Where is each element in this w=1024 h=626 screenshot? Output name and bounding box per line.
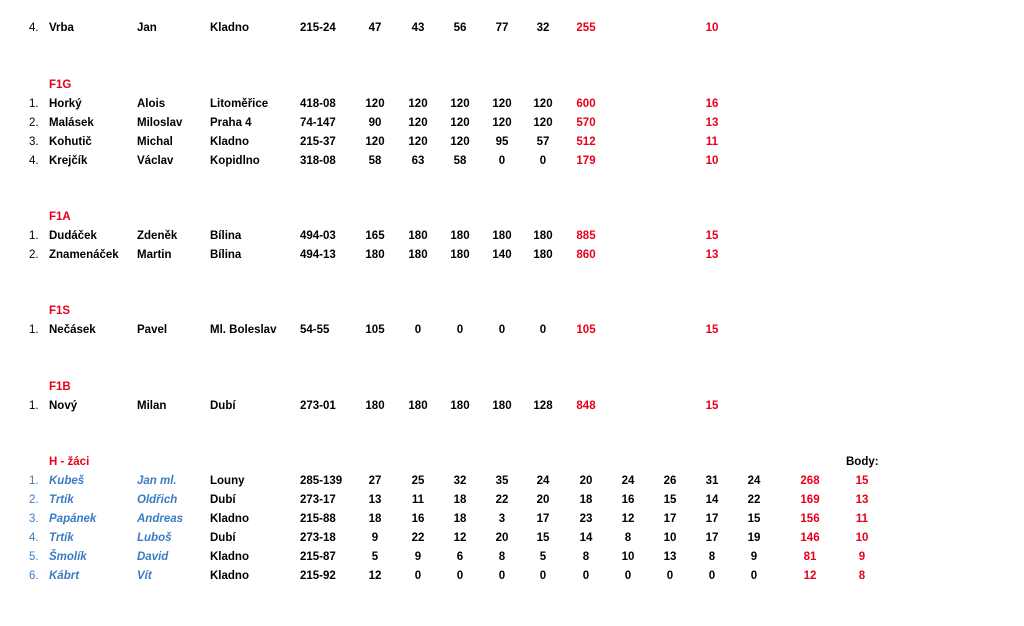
result-row [0,548,1024,567]
round-score: 43 [411,22,425,34]
result-row [0,397,1024,416]
round-score: 0 [750,570,758,582]
round-score: 23 [579,513,593,525]
surname: Trtík [49,494,74,506]
first-name: Vít [137,570,152,582]
points: 8 [858,570,866,582]
round-score: 180 [450,249,470,261]
round-score: 180 [492,400,512,412]
round-score: 32 [453,475,467,487]
club-city: Kladno [210,513,249,525]
points: 10 [855,532,869,544]
rank: 2. [29,494,39,506]
total-score: 268 [800,475,820,487]
round-score: 5 [371,551,379,563]
round-score: 5 [539,551,547,563]
round-score: 6 [456,551,464,563]
round-score: 0 [539,155,547,167]
round-score: 10 [663,532,677,544]
round-score: 0 [708,570,716,582]
round-score: 120 [533,98,553,110]
license-number: 215-24 [300,22,336,34]
first-name: Milan [137,400,167,412]
round-score: 17 [705,532,719,544]
surname: Vrba [49,22,74,34]
round-score: 24 [747,475,761,487]
first-name: Václav [137,155,174,167]
total-score: 105 [576,324,596,336]
round-score: 14 [579,532,593,544]
round-score: 10 [621,551,635,563]
license-number: 215-37 [300,136,336,148]
points: 15 [705,400,719,412]
round-score: 12 [453,532,467,544]
round-score: 8 [498,551,506,563]
round-score: 13 [368,494,382,506]
round-score: 58 [453,155,467,167]
round-score: 0 [456,324,464,336]
total-score: 848 [576,400,596,412]
first-name: David [137,551,169,563]
round-score: 120 [408,98,428,110]
points: 15 [705,230,719,242]
rank: 5. [29,551,39,563]
round-score: 32 [536,22,550,34]
round-score: 47 [368,22,382,34]
surname: Nečásek [49,324,96,336]
points: 9 [858,551,866,563]
round-score: 9 [750,551,758,563]
first-name: Luboš [137,532,172,544]
points: 10 [705,155,719,167]
round-score: 15 [536,532,550,544]
round-score: 27 [368,475,382,487]
surname: Kábrt [49,570,80,582]
rank: 4. [29,532,39,544]
license-number: 494-03 [300,230,336,242]
round-score: 57 [536,136,550,148]
round-score: 105 [365,324,385,336]
result-row [0,152,1024,171]
license-number: 285-139 [300,475,343,487]
result-row [0,321,1024,340]
total-score: 860 [576,249,596,261]
round-score: 18 [453,494,467,506]
round-score: 24 [536,475,550,487]
round-score: 165 [365,230,385,242]
category-title: H - žáci [49,456,90,468]
round-score: 180 [408,400,428,412]
surname: Trtík [49,532,74,544]
surname: Horký [49,98,82,110]
first-name: Michal [137,136,173,148]
round-score: 15 [747,513,761,525]
rank: 1. [29,475,39,487]
rank: 3. [29,136,39,148]
round-score: 0 [414,324,422,336]
result-row [0,19,1024,38]
round-score: 18 [579,494,593,506]
round-score: 16 [621,494,635,506]
result-row [0,246,1024,265]
license-number: 273-17 [300,494,336,506]
round-score: 0 [539,324,547,336]
result-row [0,510,1024,529]
round-score: 180 [533,230,553,242]
round-score: 22 [747,494,761,506]
round-score: 16 [411,513,425,525]
round-score: 120 [533,117,553,129]
license-number: 418-08 [300,98,336,110]
points-header: Body: [846,456,879,468]
round-score: 180 [533,249,553,261]
round-score: 9 [414,551,422,563]
round-score: 0 [414,570,422,582]
round-score: 22 [411,532,425,544]
club-city: Litoměřice [210,98,269,110]
surname: Papánek [49,513,97,525]
round-score: 180 [365,249,385,261]
surname: Krejčík [49,155,88,167]
rank: 1. [29,98,39,110]
round-score: 17 [705,513,719,525]
first-name: Martin [137,249,172,261]
round-score: 120 [408,136,428,148]
round-score: 95 [495,136,509,148]
round-score: 0 [498,570,506,582]
license-number: 215-92 [300,570,336,582]
round-score: 18 [453,513,467,525]
club-city: Dubí [210,494,236,506]
round-score: 31 [705,475,719,487]
rank: 4. [29,22,39,34]
points: 13 [705,249,719,261]
result-row [0,567,1024,586]
club-city: Dubí [210,400,236,412]
first-name: Andreas [137,513,184,525]
round-score: 20 [495,532,509,544]
license-number: 215-87 [300,551,336,563]
round-score: 0 [666,570,674,582]
round-score: 18 [368,513,382,525]
round-score: 9 [371,532,379,544]
surname: Nový [49,400,78,412]
round-score: 0 [624,570,632,582]
rank: 2. [29,117,39,129]
club-city: Bílina [210,249,242,261]
round-score: 128 [533,400,553,412]
round-score: 25 [411,475,425,487]
club-city: Kladno [210,551,249,563]
round-score: 19 [747,532,761,544]
result-row [0,114,1024,133]
round-score: 63 [411,155,425,167]
round-score: 180 [408,230,428,242]
round-score: 0 [498,155,506,167]
round-score: 180 [492,230,512,242]
club-city: Ml. Boleslav [210,324,277,336]
round-score: 77 [495,22,509,34]
round-score: 0 [539,570,547,582]
club-city: Kladno [210,22,249,34]
round-score: 20 [579,475,593,487]
round-score: 35 [495,475,509,487]
license-number: 318-08 [300,155,336,167]
category-title: F1S [49,305,71,317]
round-score: 140 [492,249,512,261]
total-score: 179 [576,155,596,167]
rank: 1. [29,230,39,242]
round-score: 8 [624,532,632,544]
total-score: 512 [576,136,596,148]
surname: Kubeš [49,475,85,487]
rank: 6. [29,570,39,582]
points: 10 [705,22,719,34]
first-name: Zdeněk [137,230,178,242]
license-number: 273-18 [300,532,336,544]
license-number: 54-55 [300,324,330,336]
license-number: 74-147 [300,117,336,129]
round-score: 120 [450,98,470,110]
club-city: Kladno [210,136,249,148]
round-score: 20 [536,494,550,506]
category-title: F1A [49,211,71,223]
round-score: 120 [450,117,470,129]
round-score: 11 [411,494,425,506]
surname: Znamenáček [49,249,119,261]
rank: 4. [29,155,39,167]
total-score: 156 [800,513,820,525]
rank: 2. [29,249,39,261]
total-score: 81 [803,551,817,563]
points: 11 [855,513,869,525]
category-title: F1G [49,79,72,91]
round-score: 0 [498,324,506,336]
round-score: 120 [492,117,512,129]
club-city: Bílina [210,230,242,242]
round-score: 26 [663,475,677,487]
license-number: 215-88 [300,513,336,525]
round-score: 8 [708,551,716,563]
round-score: 12 [368,570,382,582]
points: 15 [855,475,869,487]
rank: 1. [29,400,39,412]
points: 11 [705,136,719,148]
round-score: 120 [365,98,385,110]
result-row [0,472,1024,491]
total-score: 255 [576,22,596,34]
result-row [0,529,1024,548]
total-score: 570 [576,117,596,129]
round-score: 180 [450,400,470,412]
club-city: Dubí [210,532,236,544]
round-score: 58 [368,155,382,167]
round-score: 17 [536,513,550,525]
total-score: 12 [803,570,817,582]
round-score: 8 [582,551,590,563]
round-score: 12 [621,513,635,525]
round-score: 180 [408,249,428,261]
round-score: 90 [368,117,382,129]
rank: 1. [29,324,39,336]
round-score: 13 [663,551,677,563]
points: 16 [705,98,719,110]
result-row [0,227,1024,246]
license-number: 273-01 [300,400,336,412]
round-score: 120 [492,98,512,110]
round-score: 22 [495,494,509,506]
first-name: Alois [137,98,166,110]
round-score: 56 [453,22,467,34]
surname: Šmolík [49,551,87,563]
round-score: 180 [450,230,470,242]
total-score: 146 [800,532,820,544]
round-score: 3 [498,513,506,525]
first-name: Jan [137,22,157,34]
total-score: 600 [576,98,596,110]
round-score: 24 [621,475,635,487]
result-row [0,491,1024,510]
category-title: F1B [49,381,71,393]
points: 13 [705,117,719,129]
points: 15 [705,324,719,336]
club-city: Kladno [210,570,249,582]
round-score: 0 [582,570,590,582]
points: 13 [855,494,869,506]
club-city: Kopidlno [210,155,260,167]
total-score: 169 [800,494,820,506]
round-score: 15 [663,494,677,506]
rank: 3. [29,513,39,525]
first-name: Miloslav [137,117,183,129]
round-score: 14 [705,494,719,506]
club-city: Louny [210,475,245,487]
surname: Malásek [49,117,94,129]
round-score: 17 [663,513,677,525]
surname: Dudáček [49,230,97,242]
first-name: Pavel [137,324,168,336]
club-city: Praha 4 [210,117,252,129]
first-name: Oldřich [137,494,178,506]
round-score: 120 [365,136,385,148]
result-row [0,95,1024,114]
round-score: 180 [365,400,385,412]
result-row [0,133,1024,152]
round-score: 0 [456,570,464,582]
round-score: 120 [450,136,470,148]
total-score: 885 [576,230,596,242]
license-number: 494-13 [300,249,336,261]
round-score: 120 [408,117,428,129]
first-name: Jan ml. [137,475,177,487]
surname: Kohutič [49,136,92,148]
